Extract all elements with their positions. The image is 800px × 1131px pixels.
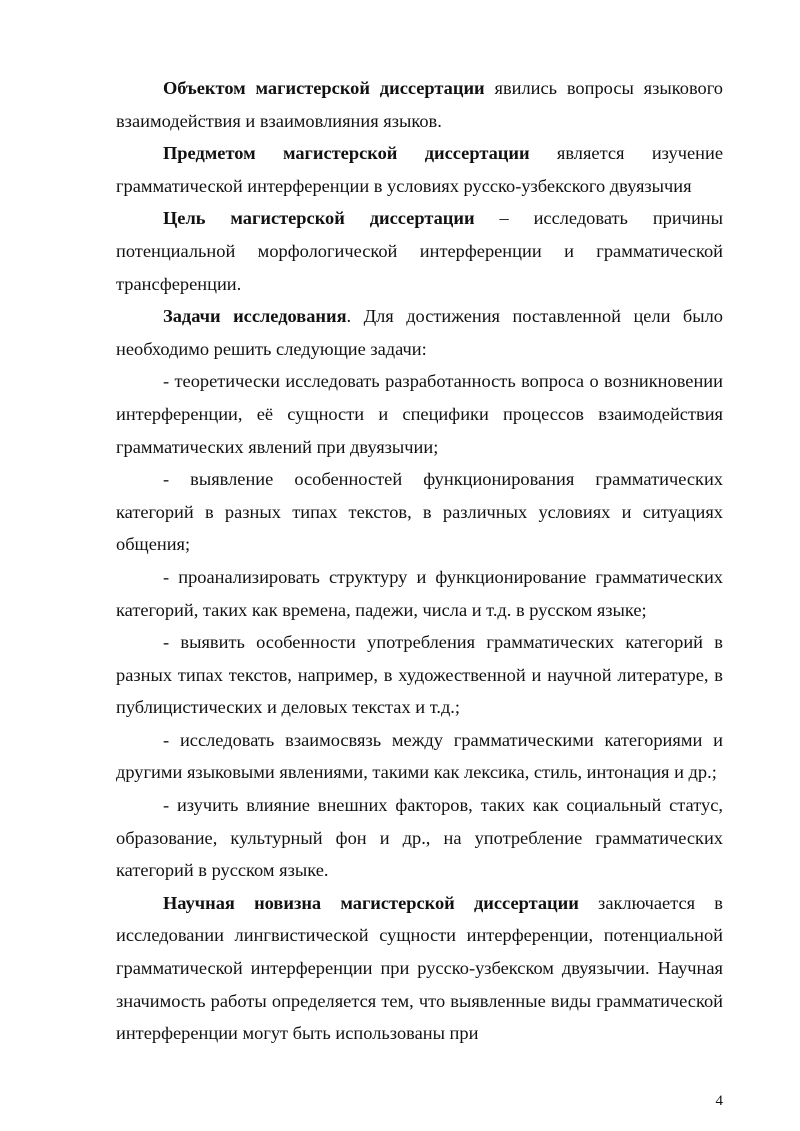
paragraph-tasks: [116, 300, 723, 365]
paragraph-subject-text: является изучение грамматической интерференции в условиях русско-узбекского двуязычия: [116, 143, 723, 196]
task-item: - выявить особенности употребления грамматических категорий в разных типах текстов, например, в художественной и научной литературе, в публицистических и деловых текстах и т.д.;: [116, 632, 723, 718]
paragraph-tasks-text: . Для достижения поставленной цели было необходимо решить следующие задачи:: [116, 306, 723, 359]
paragraph-subject: [116, 137, 723, 202]
paragraph-object: [116, 72, 723, 137]
paragraph-novelty: [116, 887, 723, 1050]
heading-tasks: Задачи исследования: [163, 306, 347, 327]
task-item: - выявление особенностей функционирования грамматических категорий в разных типах текстов, в различных условиях и ситуациях общения;: [116, 469, 723, 555]
document-body: [116, 72, 723, 1050]
heading-novelty: Научная новизна магистерской диссертации: [163, 892, 579, 913]
paragraph-goal-text: – исследовать причины потенциальной морфологической интерференции и грамматической трансференции.: [116, 208, 723, 294]
paragraph-object-text: явились вопросы языкового взаимодействия и взаимовлияния языков.: [116, 78, 723, 131]
task-item: - проанализировать структуру и функционирование грамматических категорий, таких как времена, падежи, числа и т.д. в русском языке;: [116, 566, 723, 620]
task-item: - теоретически исследовать разработанность вопроса о возникновении интерференции, её сущности и специфики процессов взаимодействия грамматических явлений при двуязычии;: [116, 371, 723, 457]
task-item: - изучить влияние внешних факторов, таких как социальный статус, образование, культурный фон и др., на употребление грамматических категорий в русском языке.: [116, 795, 723, 881]
page-number: 4: [715, 1093, 723, 1109]
heading-goal: Цель магистерской диссертации: [163, 208, 475, 229]
task-item: - исследовать взаимосвязь между грамматическими категориями и другими языковыми явлениями, такими как лексика, стиль, интонация и др.;: [116, 729, 723, 783]
paragraph-novelty-text: заключается в исследовании лингвистической сущности интерференции, потенциальной грамматической интерференции при русско-узбекском двуязычии. Научная значимость работы определяется тем, что выявленные виды грамматической интерференции могут быть использованы при: [116, 892, 723, 1044]
heading-object: Объектом магистерской диссертации: [163, 78, 485, 98]
heading-subject: Предметом магистерской диссертации: [163, 143, 530, 164]
paragraph-goal: [116, 202, 723, 300]
